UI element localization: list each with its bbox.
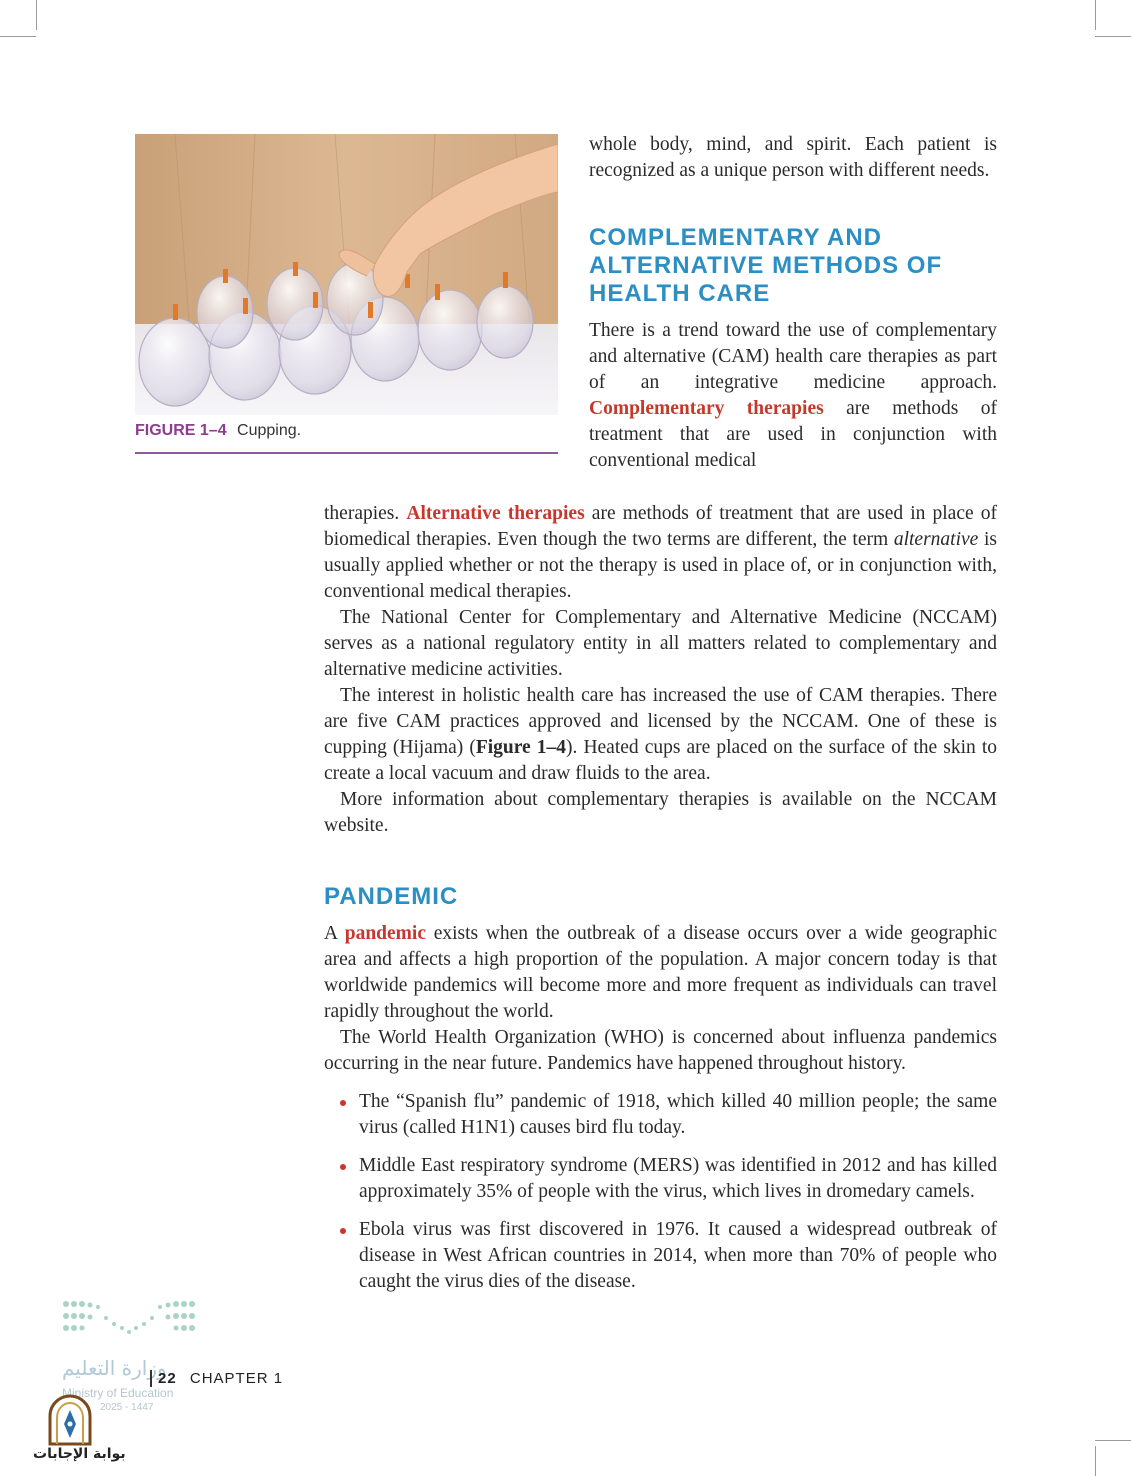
- cam-paragraph-1-bottom: [324, 501, 997, 605]
- bullet-icon: [340, 1228, 346, 1234]
- cam-paragraph-4: More information about complementary therapies is available on the NCCAM website.: [324, 789, 997, 836]
- crop-mark: [1095, 1446, 1096, 1476]
- page-number: 22: [150, 1370, 177, 1387]
- crop-mark: [36, 0, 37, 30]
- pandemic-heading: PANDEMIC: [324, 883, 459, 910]
- cam-heading: [589, 224, 997, 308]
- cam-paragraph-2: The National Center for Complementary and Alternative Medicine (NCCAM) serves as a national regulatory entity in all matters related to complementary and alternative medicine activities.: [324, 607, 997, 680]
- cam-p3-text: The interest in holistic health care has increased the use of CAM therapies. There are five CAM practices approved and licensed by the NCCAM. One of these is cupping (Hijama) (: [324, 685, 997, 758]
- cam-p1-text: are methods of treatment that are used in conjunction with conventional medical: [589, 398, 997, 471]
- main-column: [324, 501, 997, 1307]
- figure-caption-text: Cupping.: [237, 422, 302, 439]
- pandemic-bullet-list: [324, 1089, 997, 1295]
- italic-alternative: alternative: [893, 529, 979, 550]
- crop-mark: [1095, 36, 1131, 37]
- cam-p1-text: therapies.: [324, 503, 400, 524]
- ministry-year: 2025 - 1447: [100, 1402, 154, 1413]
- cam-heading-line: COMPLEMENTARY AND: [589, 224, 882, 251]
- pandemic-p1-text: A: [324, 923, 338, 944]
- cam-p1-text: are methods of treatment that are used in place of biomedical therapies. Even though the two terms are different, the term: [324, 503, 998, 550]
- list-item: [324, 1089, 997, 1141]
- cam-paragraph-1-top: [589, 318, 997, 474]
- crop-mark: [1095, 1440, 1131, 1441]
- cam-p1-text: There is a trend toward the use of complementary and alternative (CAM) health care therapies as part of an integrative medicine approach.: [589, 320, 997, 393]
- bullet-text: The “Spanish flu” pandemic of 1918, which killed 40 million people; the same virus (called H1N1) causes bird flu today.: [359, 1091, 997, 1138]
- cam-heading-line: ALTERNATIVE METHODS OF: [589, 252, 943, 279]
- ministry-arabic-name: وزارة التعليم: [62, 1356, 167, 1380]
- chapter-label: CHAPTER 1: [189, 1370, 284, 1387]
- figure-label: FIGURE 1–4: [135, 422, 227, 439]
- keyword-complementary-therapies: Complementary therapies: [589, 398, 824, 419]
- bullet-icon: [340, 1100, 346, 1106]
- cam-heading-line: HEALTH CARE: [589, 280, 771, 307]
- ministry-logo-dots: [60, 1298, 200, 1345]
- figure-reference: Figure 1–4: [475, 737, 567, 758]
- crop-mark: [0, 36, 36, 37]
- list-item: [324, 1153, 997, 1205]
- ministry-english-name: Ministry of Education: [62, 1386, 174, 1400]
- site-logo-icon: [42, 1394, 98, 1451]
- keyword-alternative-therapies: Alternative therapies: [406, 503, 585, 524]
- pandemic-paragraph-2: The World Health Organization (WHO) is concerned about influenza pandemics occurring in the near future. Pandemics have happened throughout history.: [324, 1027, 997, 1074]
- figure-caption: [135, 422, 558, 454]
- cupping-photo: [135, 134, 558, 415]
- intro-paragraph: whole body, mind, and spirit. Each patient is recognized as a unique person with different needs.: [589, 134, 997, 181]
- bullet-text: Middle East respiratory syndrome (MERS) was identified in 2012 and has killed approximately 35% of people with the virus, which lives in dromedary camels.: [359, 1155, 997, 1202]
- keyword-pandemic: pandemic: [344, 923, 426, 944]
- site-label: بوابة الإجابات: [33, 1446, 126, 1462]
- right-column: [589, 132, 997, 474]
- list-item: [324, 1217, 997, 1295]
- cam-paragraph-3: [324, 683, 997, 787]
- bullet-text: Ebola virus was first discovered in 1976. It caused a widespread outbreak of disease in West African countries in 2014, when more than 70% of people who caught the virus dies of the disease.: [359, 1219, 997, 1292]
- cam-p3-text: ). Heated cups are placed on the surface of the skin to create a local vacuum and draw fluids to the area.: [324, 737, 997, 784]
- cam-p1-text: is usually applied whether or not the therapy is used in place of, or in conjunction with, conventional medical therapies.: [324, 529, 998, 602]
- crop-mark: [1095, 0, 1096, 30]
- page-footer: [150, 1370, 283, 1387]
- pandemic-p1-text: exists when the outbreak of a disease occurs over a wide geographic area and affects a high proportion of the population. A major concern today is that worldwide pandemics will become more and more frequent as individuals can travel rapidly throughout the world.: [324, 923, 998, 1022]
- pandemic-paragraph-1: [324, 921, 997, 1025]
- bullet-icon: [340, 1164, 346, 1170]
